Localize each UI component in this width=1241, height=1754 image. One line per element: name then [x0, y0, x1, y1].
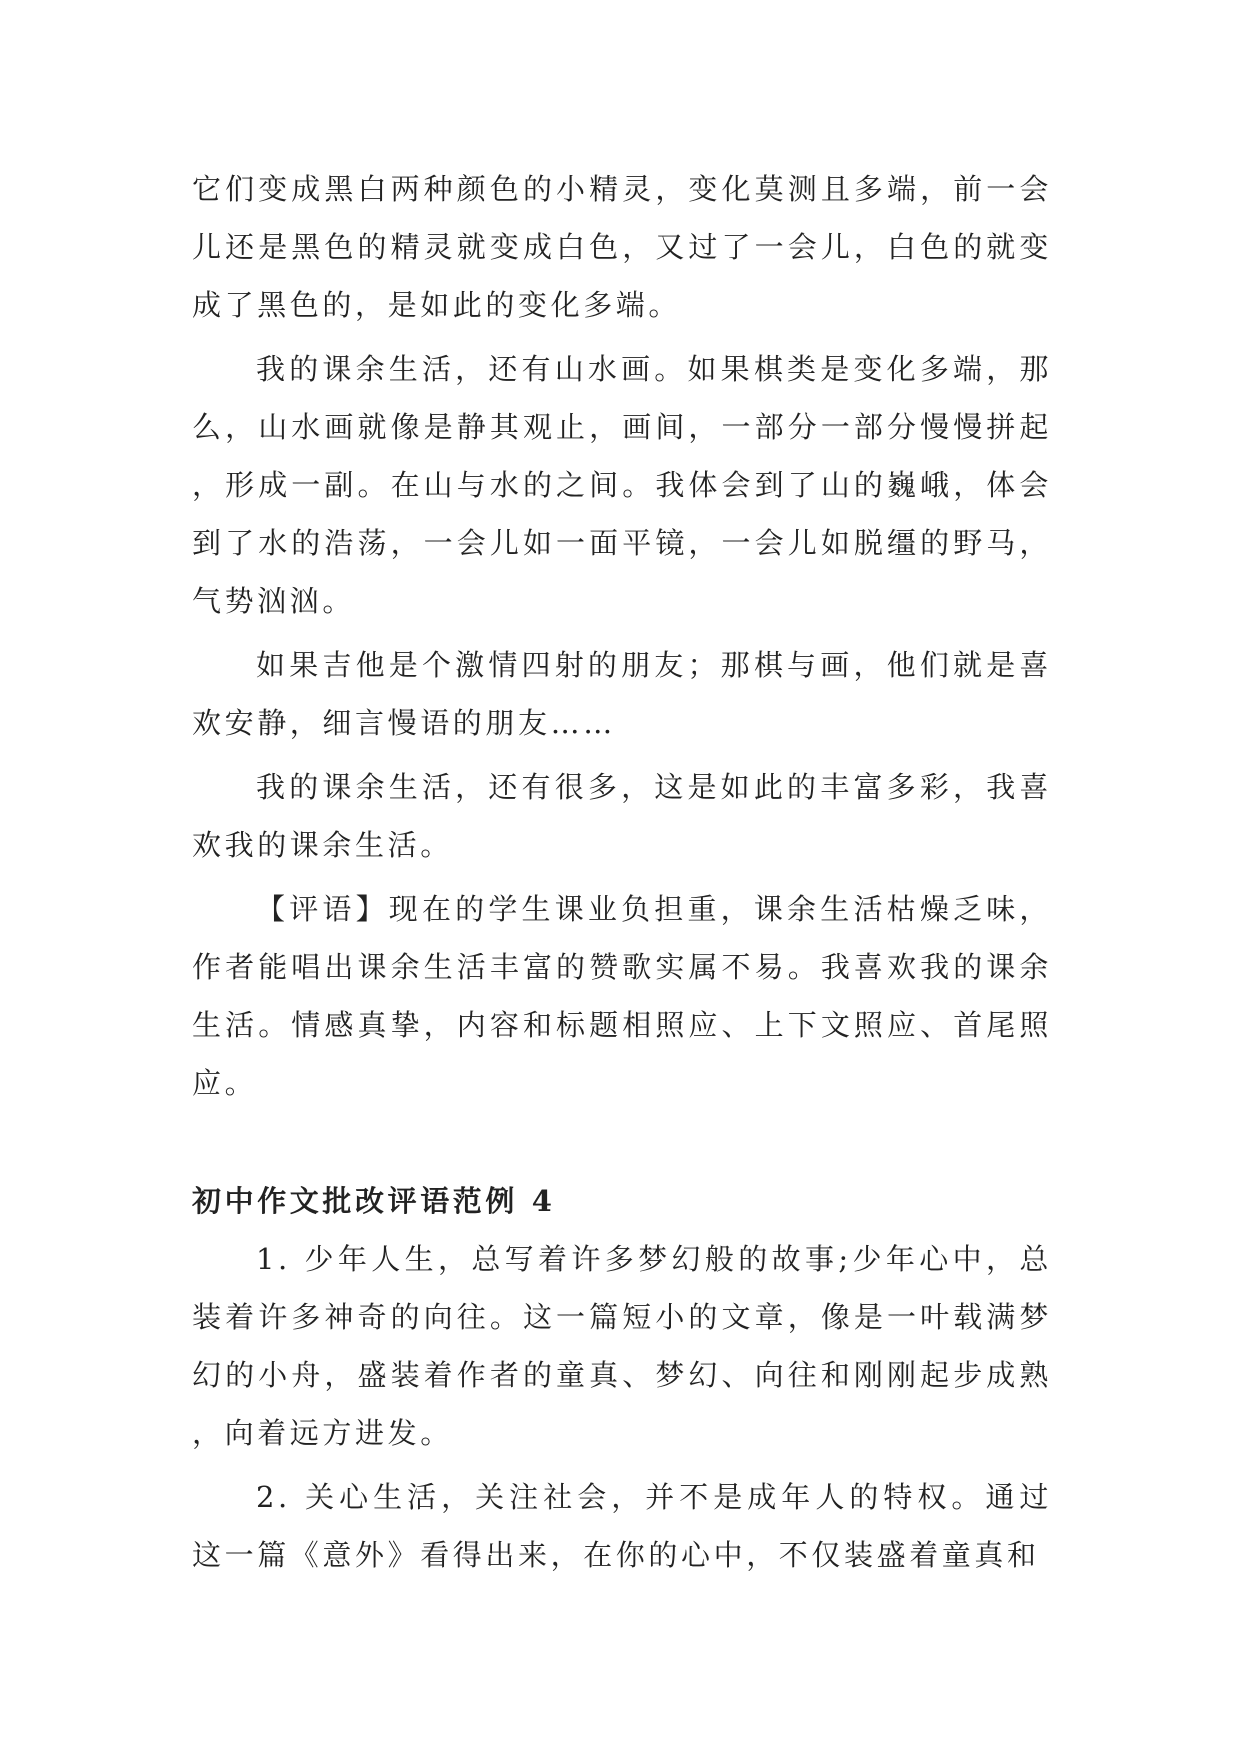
paragraph-landscape-painting: 我的课余生活，还有山水画。如果棋类是变化多端，那么，山水画就像是静其观止，画间，一部分一部分慢慢拼起，形成一副。在山与水的之间。我体会到了山的巍峨，体会到了水的浩荡，一会儿如一面平镜，一会儿如脱缰的野马，气势汹汹。: [192, 352, 1052, 618]
paragraph-continuation: 它们变成黑白两种颜色的小精灵，变化莫测且多端，前一会儿还是黑色的精灵就变成白色，又过了一会儿，白色的就变成了黑色的，是如此的变化多端。: [192, 172, 1052, 322]
paragraph-after-school-life: 我的课余生活，还有很多，这是如此的丰富多彩，我喜欢我的课余生活。: [192, 770, 1052, 862]
document-page: [192, 160, 1052, 1584]
paragraph-comment: 【评语】现在的学生课业负担重，课余生活枯燥乏味，作者能唱出课余生活丰富的赞歌实属不易。我喜欢我的课余生活。情感真挚，内容和标题相照应、上下文照应、首尾照应。: [192, 892, 1052, 1100]
paragraph-guitar: 如果吉他是个激情四射的朋友；那棋与画，他们就是喜欢安静，细言慢语的朋友……: [192, 648, 1052, 740]
paragraph-comment-1: 1. 少年人生，总写着许多梦幻般的故事;少年心中，总装着许多神奇的向往。这一篇短小的文章，像是一叶载满梦幻的小舟，盛装着作者的童真、梦幻、向往和刚刚起步成熟，向着远方进发。: [192, 1242, 1052, 1450]
section-title: 初中作文批改评语范例 4: [192, 1184, 556, 1218]
paragraph-comment-2: 2. 关心生活，关注社会，并不是成年人的特权。通过这一篇《意外》看得出来，在你的心中，不仅装盛着童真和: [192, 1480, 1052, 1572]
